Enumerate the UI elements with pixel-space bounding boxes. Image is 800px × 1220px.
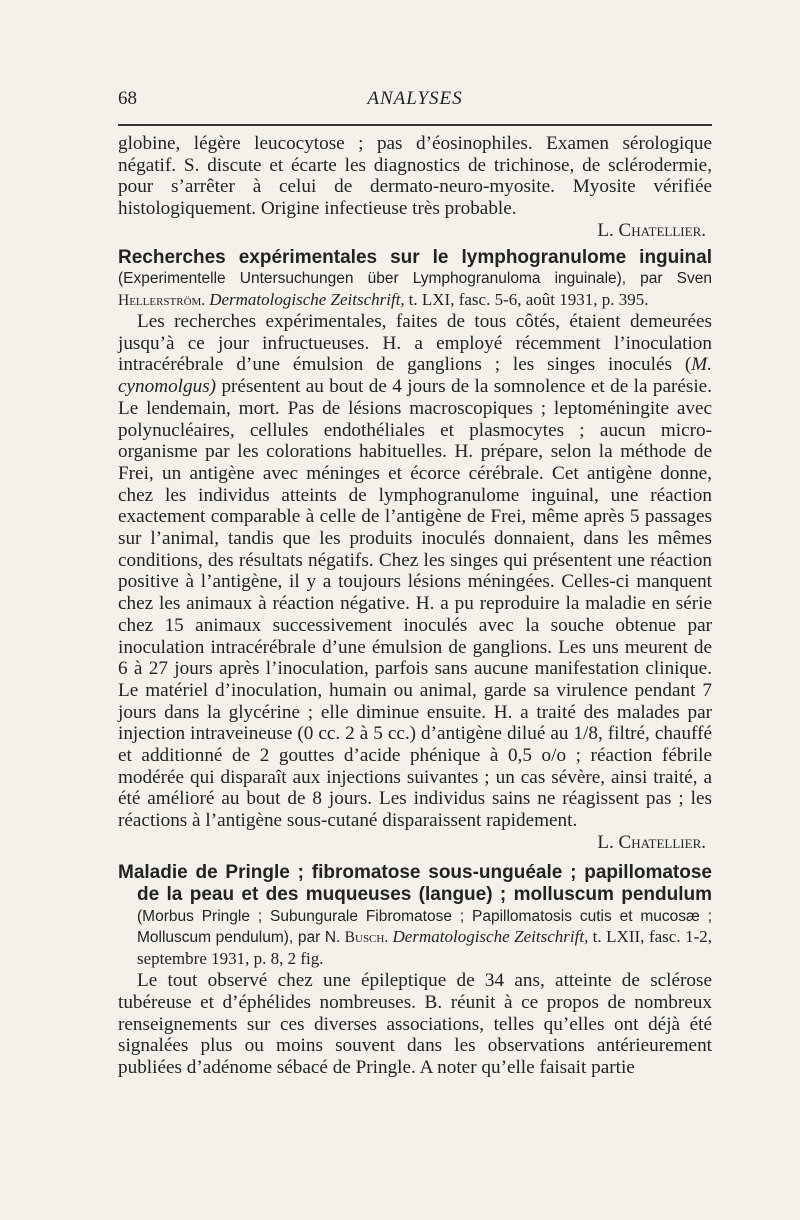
- review-author: Hellerström.: [118, 291, 206, 309]
- review-citation: t. LXII, fasc. 1-2, septembre 1931, p. 8, 2 fig.: [137, 927, 713, 968]
- review-title: Maladie de Pringle ; fibromatose sous-unguéale ; papillomatose de la peau et des muqueuses (langue) ; molluscum pendulum: [118, 861, 712, 906]
- review-body-start: Les recherches expérimentales, faites de tous côtés, étaient demeurées jusqu’à ce jour infructueuses. H. a employé récemment l’inoculation intracérébrale d’une émulsion de ganglions ; les singes inoculés (: [118, 311, 712, 376]
- review-heading: [118, 248, 712, 312]
- page-header: [118, 88, 712, 112]
- review-heading: [118, 862, 712, 971]
- review-signature: [118, 832, 712, 854]
- review-journal: Dermatologische Zeitschrift,: [209, 289, 405, 309]
- page-content: [118, 133, 712, 1079]
- species-name: M. cynomolgus): [118, 354, 712, 398]
- review-author: Busch.: [344, 929, 389, 947]
- running-title: ANALYSES: [367, 88, 463, 109]
- review-signature: [118, 220, 712, 242]
- page-number: 68: [118, 88, 137, 109]
- review-original-title: (Morbus Pringle ; Subungurale Fibromatose ; Papillomatosis cutis et mucosæ ; Molluscum pendulum), par N.: [137, 907, 712, 947]
- header-rule: [118, 124, 712, 126]
- signature-text: L. Chatellier.: [597, 219, 706, 241]
- review-body: Le tout observé chez une épileptique de 34 ans, atteinte de sclérose tubéreuse et d’éphélides nombreuses. B. réunit à ce propos de nombreux renseignements sur ces diverses associations, telles qu’elles ont déjà été signalées plus ou moins souvent dans les observations antérieurement publiées d’adénome sébacé de Pringle. A noter qu’elle faisait partie: [118, 970, 712, 1078]
- review-title: Recherches expérimentales sur le lymphogranulome inguinal: [118, 246, 712, 268]
- review-citation: t. LXI, fasc. 5-6, août 1931, p. 395.: [408, 289, 649, 309]
- review-body: globine, légère leucocytose ; pas d’éosinophiles. Examen sérologique négatif. S. discute et écarte les diagnostics de trichinose, de sclérodermie, pour s’arrêter à celui de dermato-neuro-myosite. Myosite vérifiée histologiquement. Origine infectieuse très probable.: [118, 133, 712, 220]
- review-body-end: présentent au bout de 4 jours de la somnolence et de la parésie. Le lendemain, mort. Pas de lésions macroscopiques ; leptoméningite avec polynucléaires, cellules endothéliales et plasmocytes ; aucun micro-organisme par les colorations habituelles. H. prépare, selon la méthode de Frei, un antigène avec méninges et écorce cérébrale. Cet antigène donne, chez les individus atteints de lymphogranulome inguinal, une réaction exactement comparable à celle de l’antigène de Frei, même après 5 passages sur l’animal, tandis que les produits inoculés donnaient, dans les mêmes conditions, des résultats négatifs. Chez les singes qui présentent une réaction positive à l’antigène, il y a toujours lésions méningées. Celles-ci manquent chez les animaux à réaction négative. H. a pu reproduire la maladie en série chez 15 animaux successivement inoculés avec la souche obtenue par inoculation intracérébrale d’une émulsion de ganglions. Les uns meurent de 6 à 27 jours après l’inoculation, parfois sans aucune manifestation clinique. Le matériel d’inoculation, humain ou animal, garde sa virulence pendant 7 jours dans la glycérine ; elle diminue ensuite. H. a traité des malades par injection intraveineuse (0 cc. 2 à 5 cc.) d’antigène dilué au 1/8, filtré, chauffé et additionné de 2 gouttes d’acide phénique à 0,5 o/o ; réaction fébrile modérée qui disparaît aux injections suivantes ; un cas sévère, ainsi traité, a été amélioré au bout de 8 jours. Les individus sains ne réagissent pas ; les réactions à l’antigène sous-cutané disparaissent rapidement.: [118, 376, 712, 832]
- review-journal: Dermatologische Zeitschrift,: [392, 927, 589, 947]
- review-original-title: (Experimentelle Untersuchungen über Lymphogranuloma inguinale), par Sven: [118, 270, 712, 288]
- signature-text: L. Chatellier.: [597, 831, 706, 853]
- review-body: [118, 311, 712, 832]
